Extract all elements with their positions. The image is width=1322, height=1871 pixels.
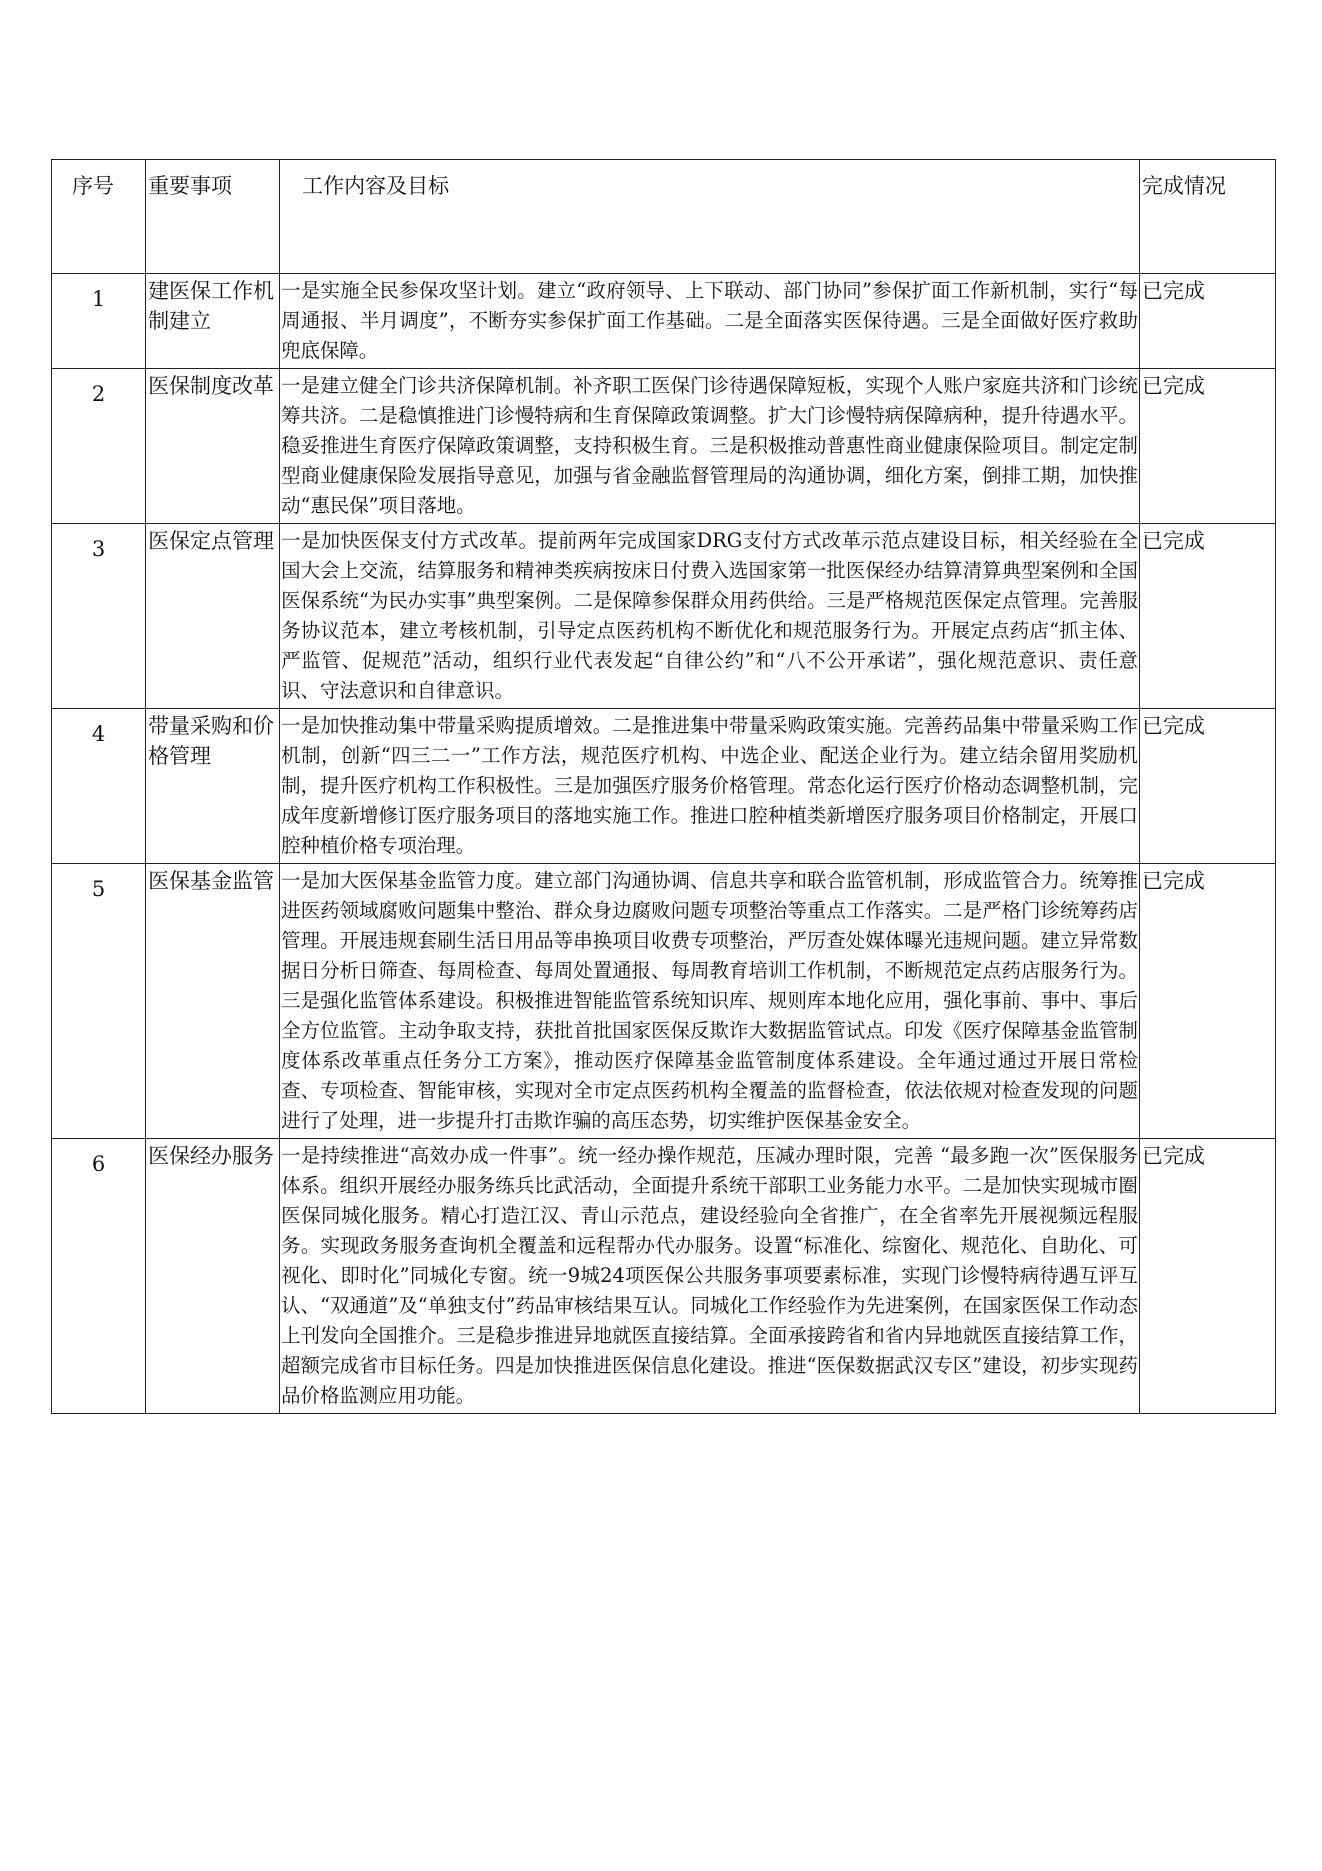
row-number: 3 (52, 524, 146, 709)
row-content: 一是实施全民参保攻坚计划。建立“政府领导、上下联动、部门协同”参保扩面工作新机制，实行“每周通报、半月调度”，不断夯实参保扩面工作基础。二是全面落实医保待遇。三是全面做好医疗救助兜底保障。 (280, 274, 1140, 369)
row-number: 5 (52, 864, 146, 1139)
table-row (52, 369, 1276, 524)
row-content: 一是建立健全门诊共济保障机制。补齐职工医保门诊待遇保障短板，实现个人账户家庭共济和门诊统筹共济。二是稳慎推进门诊慢特病和生育保障政策调整。扩大门诊慢特病保障病种，提升待遇水平。稳妥推进生育医疗保障政策调整，支持积极生育。三是积极推动普惠性商业健康保险项目。制定定制型商业健康保险发展指导意见，加强与省金融监督管理局的沟通协调，细化方案，倒排工期，加快推动“惠民保”项目落地。 (280, 369, 1140, 524)
header-no: 序号 (52, 160, 146, 274)
row-content: 一是加大医保基金监管力度。建立部门沟通协调、信息共享和联合监管机制，形成监管合力。统筹推进医药领域腐败问题集中整治、群众身边腐败问题专项整治等重点工作落实。二是严格门诊统筹药店管理。开展违规套刷生活日用品等串换项目收费专项整治，严厉查处媒体曝光违规问题。建立异常数据日分析日筛查、每周检查、每周处置通报、每周教育培训工作机制，不断规范定点药店服务行为。三是强化监管体系建设。积极推进智能监管系统知识库、规则库本地化应用，强化事前、事中、事后全方位监管。主动争取支持，获批首批国家医保反欺诈大数据监管试点。印发《医疗保障基金监管制度体系改革重点任务分工方案》，推动医疗保障基金监管制度体系建设。全年通过通过开展日常检查、专项检查、智能审核，实现对全市定点医药机构全覆盖的监督检查，依法依规对检查发现的问题进行了处理，进一步提升打击欺诈骗的高压态势，切实维护医保基金安全。 (280, 864, 1140, 1139)
table-header-row (52, 160, 1276, 274)
row-item: 带量采购和价格管理 (146, 709, 280, 864)
row-status: 已完成 (1139, 709, 1275, 864)
work-items-table (51, 159, 1276, 1414)
row-item: 医保制度改革 (146, 369, 280, 524)
table-row (52, 1139, 1276, 1414)
row-item: 医保经办服务 (146, 1139, 280, 1414)
row-number: 6 (52, 1139, 146, 1414)
row-item: 医保基金监管 (146, 864, 280, 1139)
header-status: 完成情况 (1139, 160, 1275, 274)
row-status: 已完成 (1139, 1139, 1275, 1414)
row-number: 2 (52, 369, 146, 524)
table-row (52, 274, 1276, 369)
table-row (52, 524, 1276, 709)
row-item: 医保定点管理 (146, 524, 280, 709)
header-content: 工作内容及目标 (280, 160, 1140, 274)
table-row (52, 709, 1276, 864)
row-content: 一是加快医保支付方式改革。提前两年完成国家DRG支付方式改革示范点建设目标，相关经验在全国大会上交流，结算服务和精神类疾病按床日付费入选国家第一批医保经办结算清算典型案例和全国医保系统“为民办实事”典型案例。二是保障参保群众用药供给。三是严格规范医保定点管理。完善服务协议范本，建立考核机制，引导定点医药机构不断优化和规范服务行为。开展定点药店“抓主体、严监管、促规范”活动，组织行业代表发起“自律公约”和“八不公开承诺”，强化规范意识、责任意识、守法意识和自律意识。 (280, 524, 1140, 709)
row-status: 已完成 (1139, 274, 1275, 369)
row-number: 1 (52, 274, 146, 369)
table-row (52, 864, 1276, 1139)
row-item: 建医保工作机制建立 (146, 274, 280, 369)
header-item: 重要事项 (146, 160, 280, 274)
row-status: 已完成 (1139, 524, 1275, 709)
row-status: 已完成 (1139, 864, 1275, 1139)
row-number: 4 (52, 709, 146, 864)
row-content: 一是持续推进“高效办成一件事”。统一经办操作规范，压减办理时限，完善 “最多跑一次”医保服务体系。组织开展经办服务练兵比武活动，全面提升系统干部职工业务能力水平。二是加快实现城市圈医保同城化服务。精心打造江汉、青山示范点，建设经验向全省推广，在全省率先开展视频远程服务。实现政务服务查询机全覆盖和远程帮办代办服务。设置“标准化、综窗化、规范化、自助化、可视化、即时化”同城化专窗。统一9城24项医保公共服务事项要素标准，实现门诊慢特病待遇互评互认、“双通道”及“单独支付”药品审核结果互认。同城化工作经验作为先进案例，在国家医保工作动态上刊发向全国推介。三是稳步推进异地就医直接结算。全面承接跨省和省内异地就医直接结算工作，超额完成省市目标任务。四是加快推进医保信息化建设。推进“医保数据武汉专区”建设，初步实现药品价格监测应用功能。 (280, 1139, 1140, 1414)
row-status: 已完成 (1139, 369, 1275, 524)
row-content: 一是加快推动集中带量采购提质增效。二是推进集中带量采购政策实施。完善药品集中带量采购工作机制，创新“四三二一”工作方法，规范医疗机构、中选企业、配送企业行为。建立结余留用奖励机制，提升医疗机构工作积极性。三是加强医疗服务价格管理。常态化运行医疗价格动态调整机制，完成年度新增修订医疗服务项目的落地实施工作。推进口腔种植类新增医疗服务项目价格制定，开展口腔种植价格专项治理。 (280, 709, 1140, 864)
